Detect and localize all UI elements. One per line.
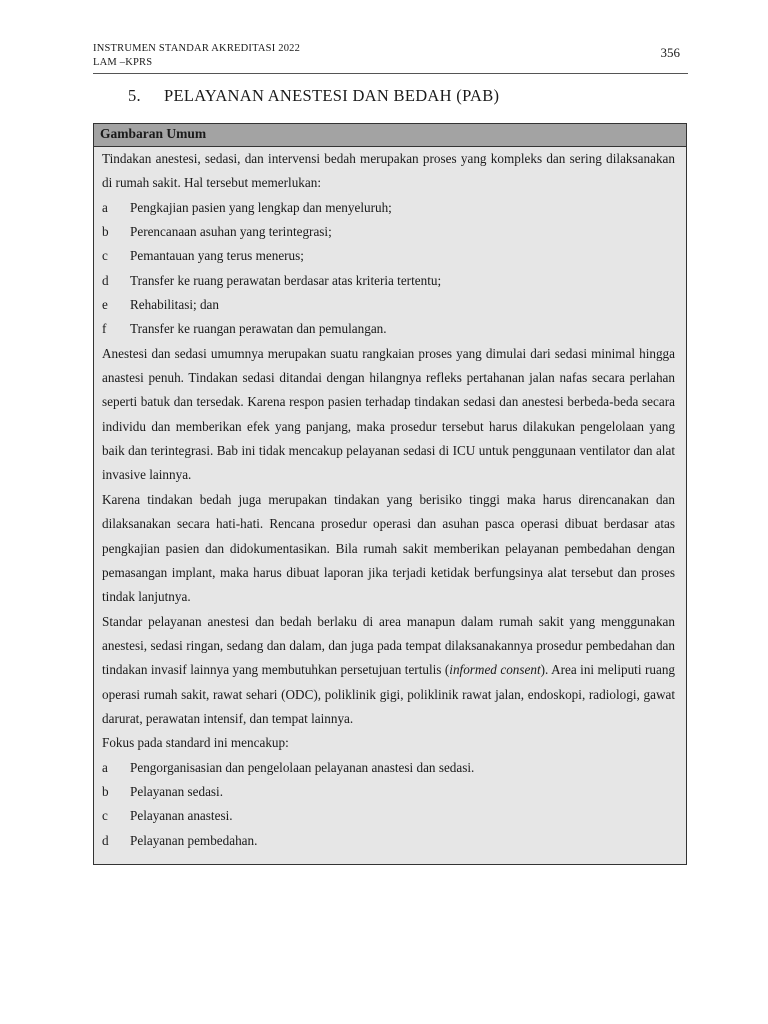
list-item: [102, 780, 675, 804]
list-marker: b: [102, 783, 109, 799]
overview-box-header: [94, 124, 686, 147]
header-subtitle: LAM –KPRS: [93, 57, 153, 68]
overview-body: [102, 147, 675, 853]
focus-intro: Fokus pada standard ini mencakup:: [102, 735, 289, 751]
overview-heading: Gambaran Umum: [100, 126, 207, 141]
header-title: INSTRUMEN STANDAR AKREDITASI 2022: [93, 43, 301, 54]
list-marker: d: [102, 832, 109, 848]
scope-text-2: ). Area ini meliputi ruang operasi rumah sakit, rawat sehari (ODC), poliklinik gigi, poliklinik rawat jalan, endoskopi, radiologi, gawat darurat, perawatan intensif, dan tempat lainnya.: [102, 662, 676, 726]
list-item: [102, 220, 675, 244]
list-item: [102, 756, 675, 780]
section-title-text: PELAYANAN ANESTESI DAN BEDAH (PAB): [164, 86, 500, 105]
list-item-text: Pengkajian pasien yang lengkap dan menyeluruh;: [130, 199, 392, 215]
scope-text-1: Standar pelayanan anestesi dan bedah berlaku di area manapun dalam rumah sakit yang menggunakan anestesi, sedasi ringan, sedang dan dalam, dan juga pada tempat dilaksanakannya prosedur pembedahan dan tindakan invasif lainnya yang membutuhkan persetujuan tertulis (: [102, 613, 675, 678]
intro-paragraph: Tindakan anestesi, sedasi, dan intervensi bedah merupakan proses yang kompleks dan sering dilaksanakan di rumah sakit. Hal tersebut memerlukan:: [102, 151, 675, 191]
list-marker: f: [102, 321, 107, 337]
list-item: [102, 269, 675, 293]
anesthesia-paragraph: Anestesi dan sedasi umumnya merupakan suatu rangkaian proses yang dimulai dari sedasi minimal hingga anastesi penuh. Tindakan sedasi ditandai dengan hilangnya refleks pertahanan jalan nafas secara perlahan seperti batuk dan tersedak. Karena respon pasien terhadap tindakan sedasi dan anestesi berbeda-beda secara individu dan memberikan efek yang panjang, maka prosedur tersebut harus dilakukan pengelolaan yang baik dan terintegrasi. Bab ini tidak mencakup pelayanan sedasi di ICU untuk penggunaan ventilator dan alat invasive lainnya.: [102, 345, 675, 483]
list-item-text: Pelayanan pembedahan.: [130, 832, 258, 848]
list-marker: e: [102, 297, 108, 313]
list-item-text: Pengorganisasian dan pengelolaan pelayanan anastesi dan sedasi.: [130, 759, 475, 775]
list-item-text: Rehabilitasi; dan: [130, 297, 219, 313]
list-item-text: Pemantauan yang terus menerus;: [130, 248, 304, 264]
overview-box: [93, 123, 687, 865]
surgery-paragraph: Karena tindakan bedah juga merupakan tindakan yang berisiko tinggi maka harus direncanakan dan dilaksanakan secara hati-hati. Rencana prosedur operasi dan asuhan pasca operasi dibuat berdasar atas pengkajian pasien dan didokumentasikan. Bila rumah sakit memberikan pelayanan pembedahan dengan pemasangan implant, maka harus dibuat laporan jika terjadi ketidak berfungsinya alat tersebut dan proses tindak lanjutnya.: [102, 491, 675, 605]
list-item-text: Pelayanan sedasi.: [130, 783, 224, 799]
list-marker: d: [102, 272, 109, 288]
list-item: [102, 829, 675, 853]
section-number: 5.: [128, 86, 141, 105]
list-item-text: Transfer ke ruangan perawatan dan pemulangan.: [130, 321, 387, 337]
list-marker: b: [102, 224, 109, 240]
list-item: [102, 804, 675, 828]
section-title: [128, 86, 499, 106]
list-item-text: Pelayanan anastesi.: [130, 808, 233, 824]
informed-consent-term: informed consent: [449, 662, 541, 678]
list-item: [102, 293, 675, 317]
list-marker: a: [102, 759, 108, 775]
page-header: [93, 41, 688, 74]
scope-paragraph: [102, 610, 675, 732]
list-marker: a: [102, 199, 108, 215]
page-number: 356: [660, 45, 680, 60]
list-item: [102, 244, 675, 268]
list-item-text: Perencanaan asuhan yang terintegrasi;: [130, 224, 332, 240]
list-item: [102, 196, 675, 220]
list-marker: c: [102, 248, 108, 264]
list-marker: c: [102, 808, 108, 824]
list-item: [102, 317, 675, 341]
list-item-text: Transfer ke ruang perawatan berdasar atas kriteria tertentu;: [130, 272, 442, 288]
